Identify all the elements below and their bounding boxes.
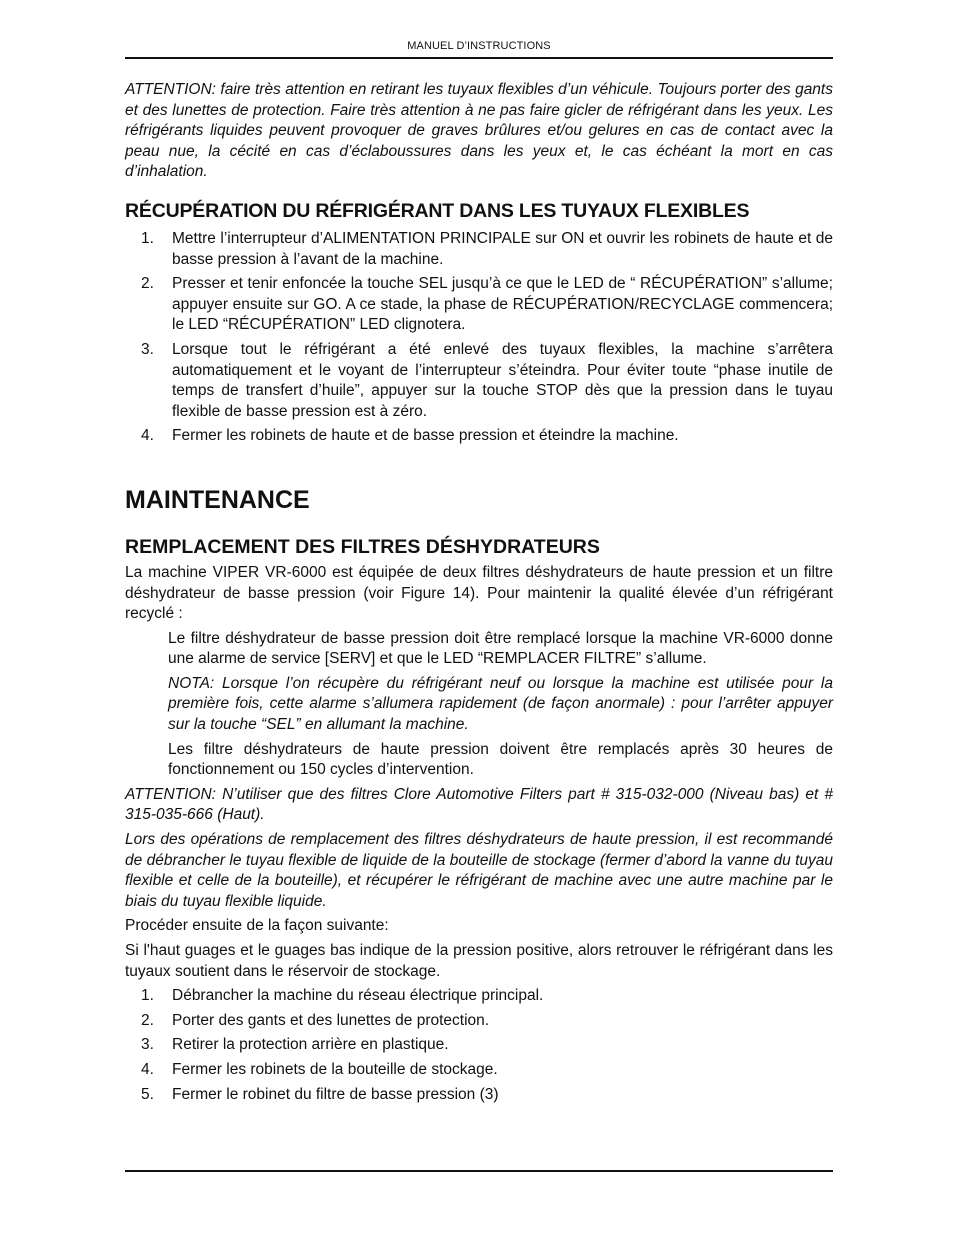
list-number: 5. — [141, 1085, 154, 1103]
list-item — [125, 1085, 833, 1106]
list-number: 4. — [141, 427, 154, 445]
list-item — [125, 229, 833, 270]
list-number: 3. — [141, 1036, 154, 1054]
nota-note: NOTA: Lorsque l’on récupère du réfrigérant neuf ou lorsque la machine est utilisée pour la première fois, cette alarme s’allumera rapidement (de façon anormale) : pour l’arrêter appuyer sur la touche “SEL” en allumant la machine. — [168, 674, 833, 734]
list-item — [125, 1035, 833, 1056]
list-text: Fermer les robinets de haute et de basse pression et éteindre la machine. — [172, 427, 679, 445]
filter-steps-list — [125, 986, 833, 1105]
list-text: Mettre l’interrupteur d’ALIMENTATION PRINCIPALE sur ON et ouvrir les robinets de haute et de basse pression à l’avant de la machine. — [172, 229, 833, 268]
list-number: 3. — [141, 340, 154, 358]
list-item — [125, 340, 833, 422]
list-text: Lorsque tout le réfrigérant a été enlevé des tuyaux flexibles, la machine s’arrêtera automatiquement et le voyant de l’interrupteur s’éteindra. Pour éviter toute “phase inutile de temps de transfert d’huile”, appuyer sur la touche STOP dès que la pression dans le tuyau flexible de basse pression est à zéro. — [172, 340, 833, 420]
list-number: 1. — [141, 987, 154, 1005]
list-number: 2. — [141, 275, 154, 293]
gauges-paragraph: Si l'haut guages et le guages bas indique de la pression positive, alors retrouver le réfrigérant dans les tuyaux soutient dans le réservoir de stockage. — [125, 942, 833, 980]
list-text: Retirer la protection arrière en plastique. — [172, 1036, 449, 1054]
italic-paragraph: Lors des opérations de remplacement des filtres déshydrateurs de haute pression, il est recommandé de débrancher le tuyau flexible de liquide de la bouteille de stockage (fermer d’abord la vanne du tuyau flexible et celle de la bouteille), et récupérer le réfrigérant de machine avec une autre machine par le biais du tuyau flexible liquide. — [125, 831, 833, 910]
indented-paragraph: Le filtre déshydrateur de basse pression doit être remplacé lorsque la machine VR-6000 donne une alarme de service [SERV] et que le LED “REMPLACER FILTRE” s’allume. — [168, 629, 833, 668]
list-item — [125, 1060, 833, 1081]
attention-note: ATTENTION: N’utiliser que des filtres Clore Automotive Filters part # 315-032-000 (Niveau bas) et # 315-035-666 (Haut). — [125, 785, 833, 824]
list-text: Presser et tenir enfoncée la touche SEL jusqu’à ce que le LED de “ RÉCUPÉRATION” s’allume; appuyer ensuite sur GO. A ce stade, la phase de RÉCUPÉRATION/RECYCLAGE commencera; le LED “RÉCUPÉRATION” LED clignotera. — [172, 275, 833, 334]
recovery-steps-list — [125, 229, 833, 447]
intro-paragraph: La machine VIPER VR-6000 est équipée de deux filtres déshydrateurs de haute pression et un filtre déshydrateur de basse pression (voir Figure 14). Pour maintenir la qualité élevée d’un réfrigérant recyclé : — [125, 563, 833, 623]
list-text: Fermer les robinets de la bouteille de stockage. — [172, 1060, 498, 1078]
list-item — [125, 426, 833, 447]
list-text: Porter des gants et des lunettes de protection. — [172, 1011, 490, 1029]
indented-paragraph: Les filtre déshydrateurs de haute pression doivent être remplacés après 30 heures de fonctionnement ou 150 cycles d’intervention. — [168, 740, 833, 779]
list-item — [125, 986, 833, 1007]
list-number: 4. — [141, 1060, 154, 1078]
list-text: Débrancher la machine du réseau électrique principal. — [172, 987, 544, 1005]
proceed-paragraph: Procéder ensuite de la façon suivante: — [125, 917, 389, 935]
page-header: MANUEL D’INSTRUCTIONS — [407, 40, 551, 52]
chapter-heading-maintenance: MAINTENANCE — [125, 485, 310, 514]
section-heading-filters: REMPLACEMENT DES FILTRES DÉSHYDRATEURS — [125, 535, 600, 558]
header-rule — [125, 57, 833, 59]
footer-rule — [125, 1170, 833, 1172]
list-number: 1. — [141, 229, 154, 247]
list-number: 2. — [141, 1011, 154, 1029]
page-body — [125, 80, 833, 1109]
attention-note: ATTENTION: faire très attention en retirant les tuyaux flexibles d’un véhicule. Toujours porter des gants et des lunettes de protection. Faire très attention à ne pas faire gicler de réfrigérant dans les yeux. Les réfrigérants liquides peuvent provoquer de graves brûlures et/ou gelures en cas de contact avec la peau nue, la cécité en cas d’éclaboussures dans les yeux et, le cas échéant la mort en cas d’inhalation. — [125, 81, 833, 181]
list-item — [125, 274, 833, 336]
list-text: Fermer le robinet du filtre de basse pression (3) — [172, 1085, 499, 1103]
list-item — [125, 1011, 833, 1032]
section-heading-recovery: RÉCUPÉRATION DU RÉFRIGÉRANT DANS LES TUYAUX FLEXIBLES — [125, 199, 750, 222]
